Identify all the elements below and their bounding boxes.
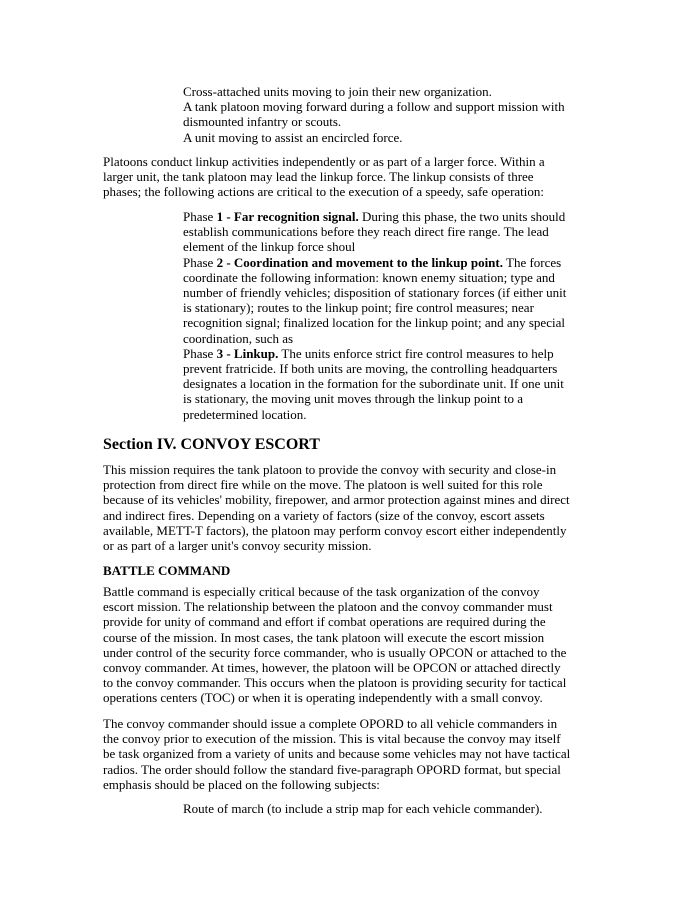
route-item: Route of march (to include a strip map for each vehicle commander).	[183, 801, 543, 816]
phase-text: The forces coordinate the following information: known enemy situation; type and number of friendly vehicles; disposition of stationary forces (if either unit is stationary); routes to the linkup point; fire control measures; near recognition signal; finalized location for the linkup point; and any special coordination, such as	[183, 254, 567, 346]
phase-text: During this phase, the two units should establish communications before they reach direct fire range. The lead element of the linkup force shoul	[183, 209, 566, 255]
convoy-escort-paragraph: This mission requires the tank platoon to provide the convoy with security and close-in protection from direct fire while on the move. The platoon is well suited for this role because of its vehicles' mobility, firepower, and armor protection against mines and direct and indirect fires. Depending on a variety of factors (size of the convoy, escort assets available, METT-T factors), the platoon may perform convoy escort either independently or as part of a larger unit's convoy security mission.	[103, 462, 570, 554]
phase-2	[183, 255, 575, 346]
phase-title: - Coordination and movement to the linkup point.	[223, 254, 503, 270]
phase-prefix: Phase	[183, 254, 217, 270]
phase-prefix: Phase	[183, 345, 217, 361]
linkup-paragraph: Platoons conduct linkup activities independently or as part of a larger force. Within a larger unit, the tank platoon may lead the linkup force. The linkup consists of three phases; the following actions are critical to the execution of a speedy, safe operation:	[103, 154, 545, 200]
phase-prefix: Phase	[183, 209, 217, 224]
phase-title: - Linkup.	[223, 345, 279, 361]
list-item: A unit moving to assist an encircled force.	[183, 129, 403, 145]
list-item: A tank platoon moving forward during a follow and support mission with dismounted infantry or scouts.	[183, 99, 565, 130]
phase-title: - Far recognition signal.	[223, 209, 359, 224]
phase-3	[183, 346, 575, 422]
list-item: Cross-attached units moving to join their new organization.	[183, 84, 492, 99]
opord-paragraph: The convoy commander should issue a complete OPORD to all vehicle commanders in the convoy prior to execution of the mission. This is vital because the convoy may itself be task organized from a variety of units and because some vehicles may not have tactical radios. The order should follow the standard five-paragraph OPORD format, but special emphasis should be placed on the following subjects:	[103, 716, 571, 792]
intro-list	[183, 84, 575, 145]
section-title: Section IV. CONVOY ESCORT	[103, 436, 320, 453]
phase-number: 1	[216, 209, 224, 224]
battle-command-heading: BATTLE COMMAND	[103, 563, 231, 578]
phase-number: 2	[216, 254, 224, 270]
phase-number: 3	[216, 345, 224, 361]
phase-1	[183, 209, 575, 255]
battle-command-paragraph: Battle command is especially critical because of the task organization of the convoy escort mission. The relationship between the platoon and the convoy commander must provide for unity of command and effort if combat operations are required during the course of the mission. In most cases, the tank platoon will execute the escort mission under control of the security force commander, who is usually OPCON or attached to the convoy commander. At times, however, the platoon will be OPCON or attached directly to the convoy commander. This occurs when the platoon is providing security for tactical operations centers (TOC) or when it is operating independently with a small convoy.	[103, 584, 567, 706]
phase-list	[183, 209, 575, 422]
phase-text: The units enforce strict fire control measures to help prevent fratricide. If both units are moving, the controlling headquarters designates a location in the formation for the subordinate unit. If one unit is stationary, the moving unit moves through the linkup point to a predetermined location.	[183, 345, 564, 422]
